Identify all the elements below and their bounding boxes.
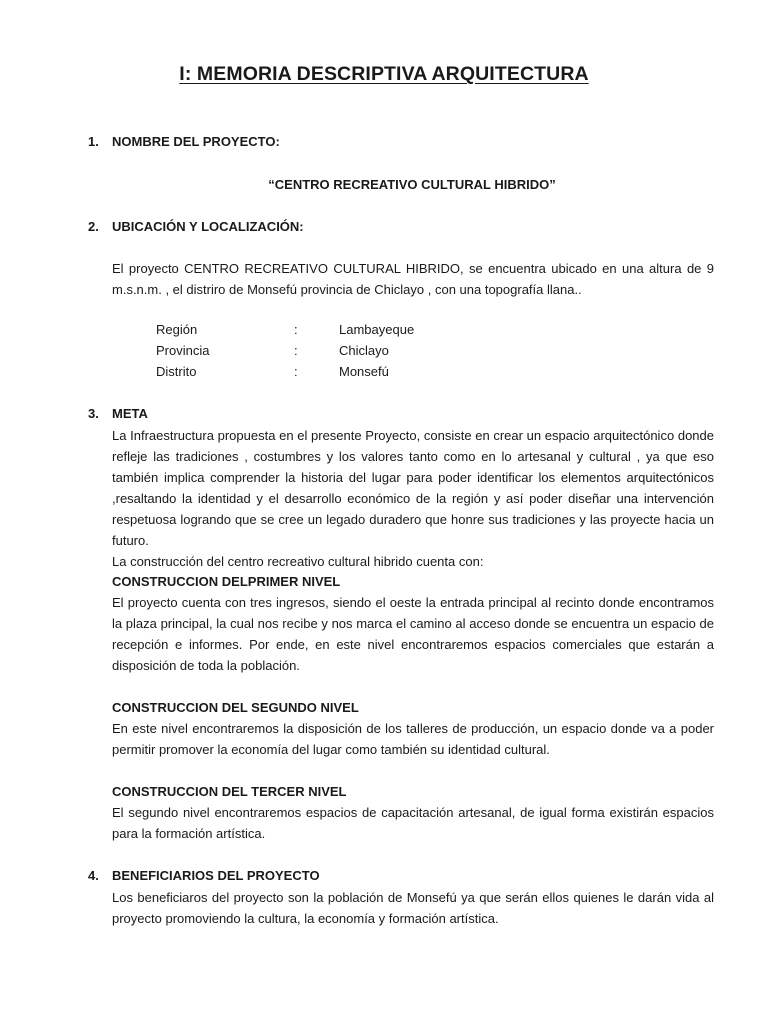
level-text: El proyecto cuenta con tres ingresos, siendo el oeste la entrada principal al recinto donde encontramos la plaza principal, la cual nos recibe y nos marca el camino al acceso donde se encuentra un espacio de recepción e informes. Por ende, en este nivel encontraremos espacios comerciales que estarán a disposición de toda la población. [112,595,714,673]
meta-paragraph: La Infraestructura propuesta en el presente Proyecto, consiste en crear un espacio arquitectónico donde refleje las tradiciones , costumbres y los valores tanto como en lo artesanal y cultural , ya que eso también implica comprender la historia del lugar para poder identificar los elementos arquitectónicos ,resaltando la identidad y el desarrollo económico de la región y así poder diseñar una intervención respetuosa logrando que se cree un legado duradero que honre sus tradiciones y las proyecte hacia un futuro. [112,428,714,548]
level-text: En este nivel encontraremos la disposición de los talleres de producción, un espacio donde va a poder permitir promover la economía del lugar como también su identidad cultural. [112,721,714,757]
location-value: Monsefú [339,364,389,379]
location-row-distrito [156,361,414,382]
location-value: Lambayeque [339,322,415,337]
section-1-heading [88,131,280,152]
location-key: Región [156,322,198,337]
beneficiarios-block [112,887,714,929]
level-heading: CONSTRUCCION DEL SEGUNDO NIVEL [112,700,359,715]
meta-intro: La construcción del centro recreativo cultural hibrido cuenta con: [112,554,484,569]
ubicacion-block [112,258,714,300]
location-table [156,319,414,382]
location-key: Provincia [156,343,210,358]
section-title: BENEFICIARIOS DEL PROYECTO [112,868,320,883]
level-heading: CONSTRUCCION DELPRIMER NIVEL [112,574,341,589]
section-3-heading [88,403,148,424]
section-4-heading [88,865,320,886]
section-2-heading [88,216,304,237]
location-separator: : [294,364,298,379]
beneficiarios-paragraph: Los beneficiaros del proyecto son la población de Monsefú ya que serán ellos quienes le darán vida al proyecto promoviendo la cultura, la economía y formación artística. [112,890,714,926]
level-heading: CONSTRUCCION DEL TERCER NIVEL [112,784,347,799]
level-3-block [112,781,714,844]
location-key: Distrito [156,364,197,379]
section-number: 2. [88,219,99,234]
section-number: 1. [88,134,99,149]
section-title: META [112,406,148,421]
document-title: I: MEMORIA DESCRIPTIVA ARQUITECTURA [179,63,589,85]
project-name: “CENTRO RECREATIVO CULTURAL HIBRIDO” [268,177,556,192]
location-row-region [156,319,414,340]
section-number: 4. [88,868,99,883]
section-title: NOMBRE DEL PROYECTO: [112,134,280,149]
section-title: UBICACIÓN Y LOCALIZACIÓN: [112,219,304,234]
location-row-provincia [156,340,414,361]
location-separator: : [294,322,298,337]
level-2-block [112,697,714,760]
level-1-block [112,571,714,676]
ubicacion-paragraph: El proyecto CENTRO RECREATIVO CULTURAL HIBRIDO, se encuentra ubicado en una altura de 9 m.s.n.m. , el distriro de Monsefú provincia de Chiclayo , con una topografía llana.. [112,261,714,297]
section-number: 3. [88,406,99,421]
meta-block [112,425,714,572]
location-value: Chiclayo [339,343,389,358]
location-separator: : [294,343,298,358]
level-text: El segundo nivel encontraremos espacios de capacitación artesanal, de igual forma existirán espacios para la formación artística. [112,805,714,841]
